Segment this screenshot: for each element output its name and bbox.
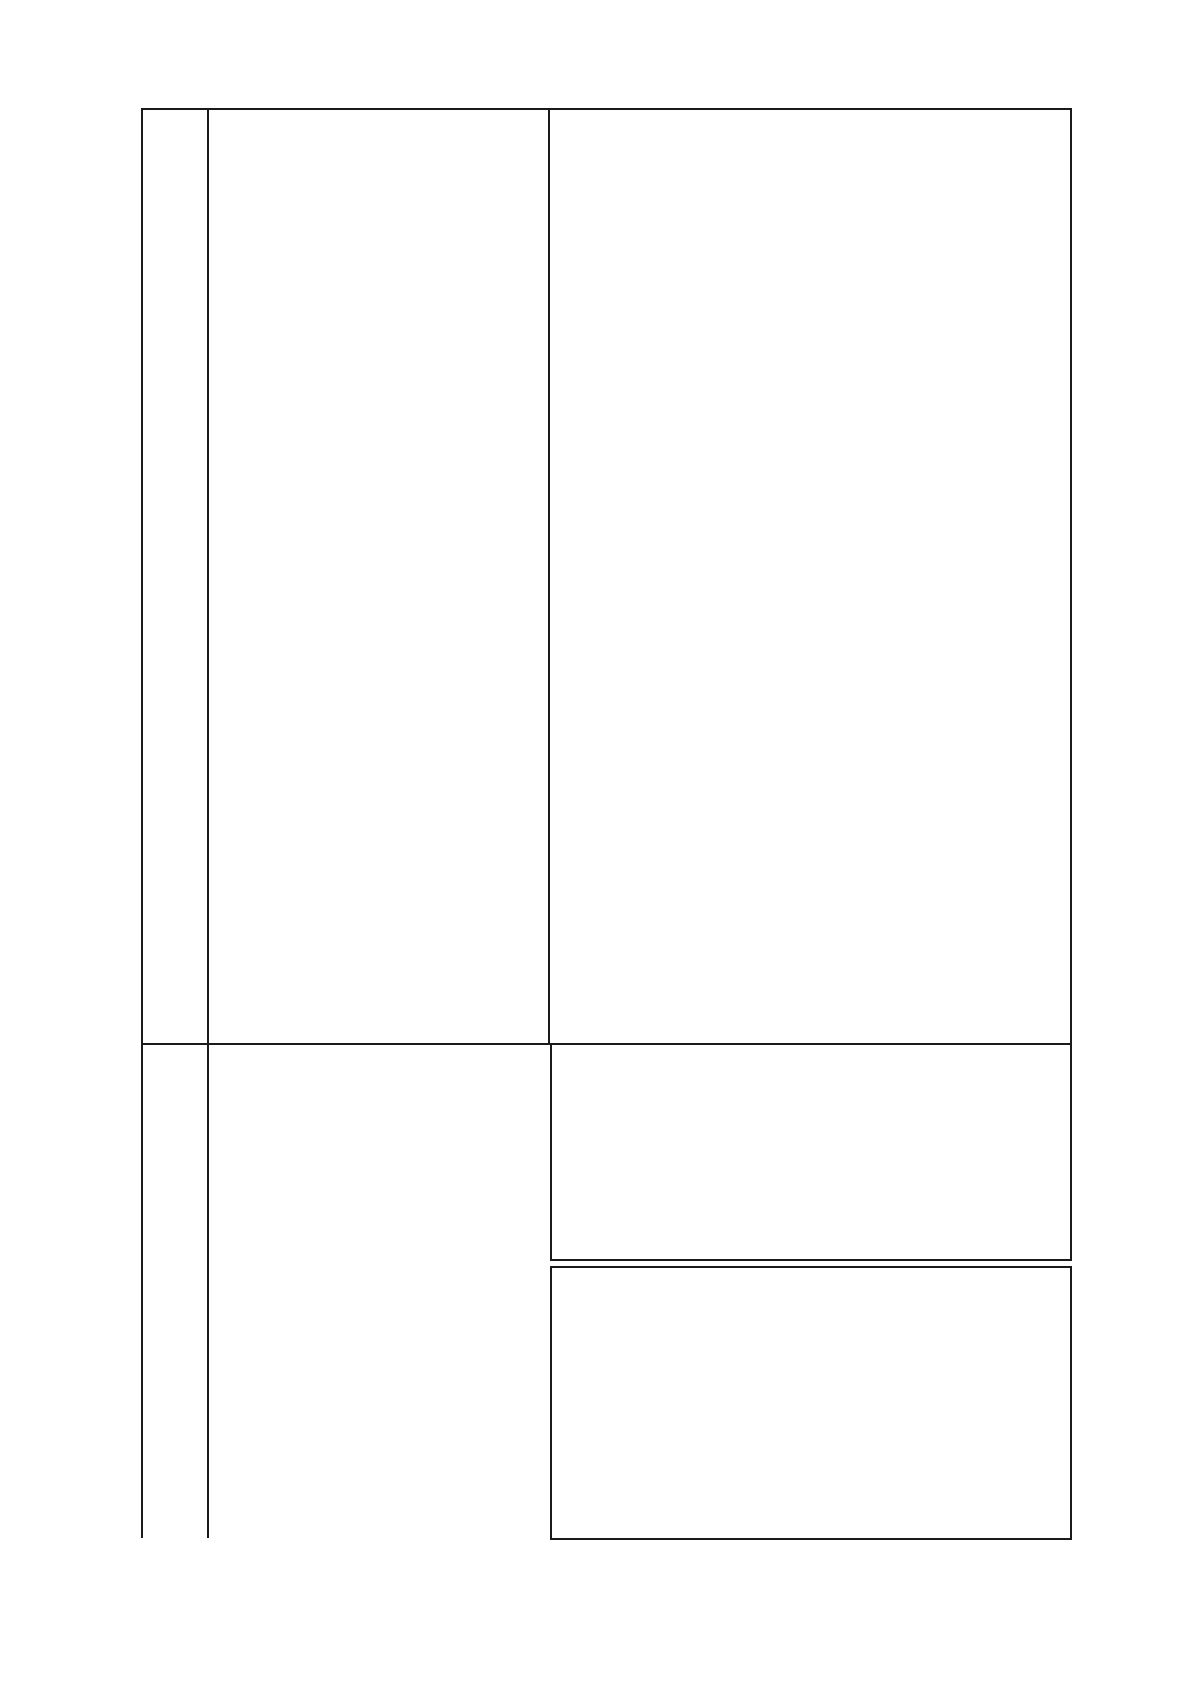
- box1-left: [550, 1045, 552, 1261]
- column-divider-1: [207, 108, 209, 1538]
- box2-bottom: [550, 1538, 1072, 1540]
- box2-right: [1070, 1266, 1072, 1540]
- box1-bottom: [550, 1259, 1072, 1261]
- table-right-border-top: [1070, 108, 1072, 1045]
- column-divider-2: [548, 108, 550, 1045]
- table-top-border: [141, 108, 1072, 110]
- row-divider: [141, 1043, 1072, 1045]
- box2-top: [550, 1266, 1072, 1268]
- table-left-border: [141, 108, 143, 1538]
- box2-left: [550, 1266, 552, 1540]
- box1-right: [1070, 1045, 1072, 1261]
